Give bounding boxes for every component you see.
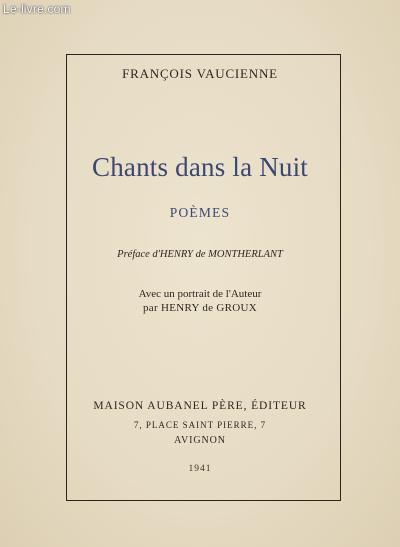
publisher-name: MAISON AUBANEL PÈRE, ÉDITEUR <box>93 400 307 412</box>
portrait-credit-line2: par HENRY de GROUX <box>142 302 258 314</box>
publisher-address: 7, PLACE SAINT PIERRE, 7 <box>133 420 267 430</box>
book-title: Chants dans la Nuit <box>91 152 309 182</box>
portrait-credit-line1: Avec un portrait de l'Auteur <box>138 288 262 300</box>
book-subtitle: POÈMES <box>169 205 231 220</box>
publication-year: 1941 <box>188 464 212 474</box>
cover-border-frame <box>66 54 341 501</box>
publisher-city: AVIGNON <box>174 435 226 446</box>
watermark-logo: Le-livre.com <box>3 2 71 16</box>
author-name: FRANÇOIS VAUCIENNE <box>122 66 278 81</box>
preface-credit: Préface d'HENRY de MONTHERLANT <box>117 249 283 260</box>
